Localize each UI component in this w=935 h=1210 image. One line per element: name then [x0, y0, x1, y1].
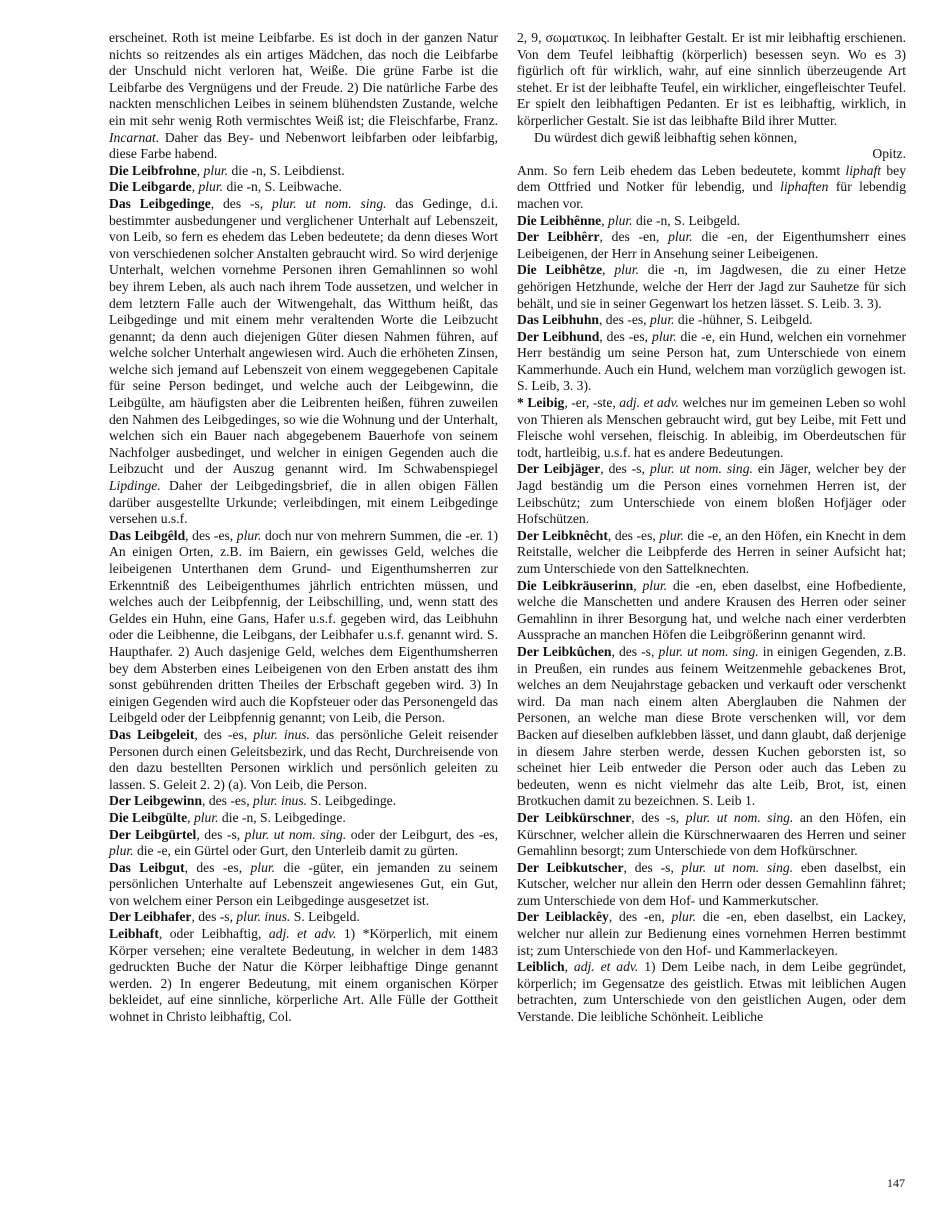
- entry-text: 1) Dem Leibe nach, in dem Leibe gegründet, körperlich; im Gegensatze des geistlich. Etwas mit leiblichen Augen betrachten, zum Unterschiede von den geistlichen Augen, oder dem Verstande. Die leibliche Schönheit. Leibliche: [517, 959, 906, 1025]
- headword: Die Leibkräuserinn: [517, 577, 634, 593]
- entry-text: , des -en,: [599, 229, 669, 245]
- entry-text: , des -s,: [191, 909, 237, 925]
- left-column: [109, 30, 498, 1026]
- entry-text: , des -es,: [194, 726, 254, 742]
- headword: Der Leibjäger: [517, 461, 601, 477]
- grammar-note: plur.: [608, 212, 633, 228]
- entry-text: ein Jäger, welcher bey der Jagd beständig um die Person eines vornehmen Herren ist, der Leibschütz; zum Unterschiede von einem bloßen Hofjäger oder Hofschützen.: [517, 461, 906, 527]
- dictionary-entry: [517, 909, 906, 959]
- entry-text: , des -s,: [623, 859, 682, 875]
- entry-text: , des -es,: [185, 527, 237, 543]
- headword: Der Leibhafer: [109, 909, 192, 925]
- grammar-note: plur.: [203, 162, 229, 178]
- headword: Der Leibhund: [517, 328, 600, 344]
- headword: Das Leibgedinge: [109, 195, 211, 211]
- grammar-note: plur.: [668, 229, 693, 245]
- entry-text: oder der Leibgurt, des -es,: [346, 826, 498, 842]
- headword: Das Leibhuhn: [517, 312, 599, 328]
- entry-text: die -n, S. Leibwache.: [223, 179, 342, 195]
- headword: Die Leibgülte: [109, 809, 188, 825]
- grammar-note: adj. et adv.: [573, 959, 639, 975]
- entry-text: die -en, der Eigenthumsherr eines Leibeigenen, der Herr in Ansehung seiner Leibeigenen.: [517, 229, 906, 261]
- entry-text: die -en, eben daselbst, ein Lackey, welcher nur allein zur Bedienung eines vornehmen Herren bestimmt ist; zum Unterschiede von den Hof- und Kammerlackeyen.: [517, 909, 906, 958]
- grammar-note: adj. et adv.: [268, 926, 337, 942]
- entry-text: an den Höfen, ein Kürschner, welcher allein die Kürschnerwaaren des Herren und seiner Gemahlinn besorgt; zum Unterschiede von dem Hofkürschner.: [517, 809, 906, 859]
- dictionary-entry: [109, 196, 498, 528]
- headword: Das Leibgêld: [109, 527, 186, 543]
- grammar-note: plur. ut nom. sing.: [685, 809, 794, 825]
- grammar-note: plur.: [236, 527, 262, 543]
- entry-text: S. Leibgeld.: [290, 909, 360, 925]
- dictionary-entry: [517, 528, 906, 578]
- headword: Leiblich: [517, 959, 565, 975]
- grammar-note: plur. inus.: [253, 793, 308, 809]
- annotation-paragraph: Anm. So fern Leib ehedem das Leben bedeutete, kommt liphaft bey dem Ottfried und Notker für lebendig, und liphaften für lebendig machen vor.: [517, 162, 907, 211]
- entry-text: , des -s,: [600, 461, 650, 477]
- entry-text: , des -s,: [210, 195, 273, 211]
- right-column: [517, 30, 906, 1026]
- headword: Das Leibgeleit: [109, 726, 195, 742]
- dictionary-entry: [517, 213, 906, 230]
- headword: Der Leiblackêy: [517, 909, 609, 925]
- dictionary-entry: [109, 860, 498, 910]
- grammar-note: plur. ut nom. sing.: [244, 826, 347, 842]
- dictionary-entry: [517, 461, 906, 527]
- entry-text: eben daselbst, ein Kutscher, welcher nur allein den Herrn oder dessen Gemahlinn fähret; zum Unterschiede von dem Hof- und Kammerkutscher.: [517, 859, 906, 908]
- entry-text: die -en, eben daselbst, eine Hofbediente, welche die Manschetten und andere Krausen des Herren oder seiner Gemahlinn in ihrer Besorgung hat, und welche nach einer verderbten Aussprache an manchen Höfen die Leibgrößerinn genannt wird.: [517, 577, 906, 643]
- entry-text: die -e, an den Höfen, ein Knecht in dem Reitstalle, welcher die Leibpferde des Herren in seiner Aufsicht hat; zum Unterschiede von den Sattelknechten.: [517, 527, 907, 576]
- grammar-note: plur.: [652, 328, 677, 344]
- dictionary-entry: [109, 827, 498, 860]
- dictionary-entry: [517, 395, 906, 461]
- headword: Der Leibkûchen: [517, 643, 612, 659]
- headword: Der Leibgürtel: [109, 826, 197, 842]
- entry-text: ,: [196, 162, 204, 178]
- entry-text: doch nur von mehrern Summen, die -er. 1) An einigen Orten, z.B. im Baiern, ein gewisses Geld, welches die leibeigenen Unterthanen dem Grund- und Eigenthumsherren zur Erkenntniß des Leibeigenthumes jährlich entrichten müssen, und welches auch der Leibpfennig, der Leibschilling, und, wenn statt des Geldes ein Huhn, eine Gans, Hafer u.s.f. gegeben wird, das Leibhuhn oder die Leibhenne, die Leibgans, der Leibhafer u.s.f. genannt wird. S. Haupthafer. 2) Auch dasjenige Geld, welches dem Eigenthumsherren bey dem Absterben eines Leibeigenen von den Erben anstatt des ihm sonst gebührenden dritten Theiles der Erbschaft gegeben wird. 3) In einigen Gegenden wird auch die Kopfsteuer oder das Personengeld das Leibgeld oder der Leibpfennig genannt; von Leib, die Person.: [109, 527, 498, 726]
- headword: Der Leibgewinn: [109, 793, 203, 809]
- dictionary-entry: [109, 909, 498, 926]
- entry-text: , des -s,: [196, 826, 245, 842]
- entry-text: die -hühner, S. Leibgeld.: [674, 312, 813, 328]
- grammar-note: plur.: [642, 577, 668, 593]
- continuation-paragraph: 2, 9, σωματικως. In leibhafter Gestalt. Er ist mir leibhaftig erschienen. Von dem Teufel leibhaftig (körperlich) besessen seyn. Wo es 3) figürlich oft für wirklich, wahr, auf eine sinnlich überzeugende Art stehet. Er ist der leibhafte Teufel, ein wirklicher, eingefleischter Teufel. Er spielt den leibhaftigen Pedanten. Er ist es leibhaftig, wirklich, in körperlicher Gestalt. Sie ist das leibhafte Bild ihrer Mutter.: [517, 30, 906, 128]
- headword: Die Leibhêtze: [517, 262, 603, 278]
- entry-text: , des -es,: [599, 328, 653, 344]
- entry-text: ,: [633, 577, 643, 593]
- dictionary-entry: [109, 793, 498, 810]
- entry-text: die -güter, ein jemanden zu seinem persönlichen Unterhalte auf Lebenszeit angewiesenes Gut, ein Gut, von welchem einer Person ein Leibgedinge ausgesetzet ist.: [109, 859, 499, 908]
- dictionary-entry: [109, 179, 498, 196]
- entry-text: die -e, ein Gürtel oder Gurt, den Unterleib damit zu gürten.: [133, 843, 459, 859]
- dictionary-entry: [109, 163, 498, 180]
- entry-text: das Gedinge, d.i. bestimmter ausbedungener und verglichener Unterhalt auf Lebenszeit, von Leib, so fern es ehedem das Leben bedeutete; da denn dieses Wort von verschiedenen solcher Anstalten gebraucht wird. So wird derjenige Unterhalt, welchen vornehme Personen ihren Gemahlinnen so wohl bey ihrem Leben, als auch nach ihrem Tode aussetzen, und welcher in dem letztern Falle auch der Witwengehalt, das Witthum heißt, das Leibgedinge und mit einem mehr veraltenden Worte die Leibzucht genannt; da denn auch diejenigen Güter diesen Nahmen führen, auf welche solcher Unterhalt angewiesen wird. Auch die erhöheten Zinsen, welche sich jemand auf Lebenszeit von einem weggegebenen Capitale für seine Person bedinget, und welche auch der Leibgewinn, die Leibgülte, am häufigsten aber die Leibrenten heißen, führen zuweilen den Nahmen des Leibgedinges, so wie die Wohnung und der Unterhalt, welchen sich ein Bauer nach abgegebenem Bauerhofe von seinem Nachfolger ausbedinget, und welcher in einigen Gegenden auch die Leibzucht und der Auszug genannt wird. Im Schwabenspiegel: [109, 195, 498, 477]
- continuation-paragraph: erscheinet. Roth ist meine Leibfarbe. Es ist doch in der ganzen Natur nichts so reitzendes als ein artiges Mädchen, das noch die Leibfarbe der Unschuld nicht verloren hat, Weiße. Die grüne Farbe ist die Leibfarbe des Vergnügens und der Freude. 2) Die natürliche Farbe des nackten menschlichen Leibes in seinem blühendsten Zustande, welche ein mit sehr wenig Roth vermischtes Weiß ist; die Fleischfarbe, Franz. Incarnat. Daher das Bey- und Nebenwort leibfarben oder leibfarbig, diese Farbe habend.: [109, 30, 498, 162]
- grammar-note: plur.: [649, 312, 675, 328]
- grammar-note: plur.: [198, 179, 224, 195]
- headword: Leibhaft: [109, 926, 159, 942]
- entry-text: , des -es,: [202, 793, 253, 809]
- grammar-note: plur.: [614, 262, 639, 278]
- grammar-note: plur. ut nom. sing.: [272, 195, 387, 211]
- entry-text: Daher der Leibgedingsbrief, die in allen obigen Fällen darüber ausgestellte Urkunde; verleibdingen, mit einem Leibgedinge versehen u.s.f.: [109, 478, 498, 527]
- dictionary-entry: [109, 810, 498, 827]
- entry-text: , -er, -ste,: [564, 395, 620, 411]
- headword: Die Leibfrohne: [109, 162, 197, 178]
- grammar-note: plur. inus.: [253, 726, 310, 742]
- entry-text: , des -es,: [607, 527, 660, 543]
- entry-text: in einigen Gegenden, z.B. in Preußen, ein rundes aus feinem Weitzenmehle gebackenes Brot, welches an dem Neujahrstage gebacken und verkauft oder verschenkt wird. Da man nach einem alten Aberglauben die Nahmen der Personen, an welche man diese Brote verschenken will, vor dem Backen auf dieselben aufklebben lässet, und dann glaubt, daß derjenige in diesem Jahre sterben werde, dessen Kuchen geborsten ist, so scheinet hier Leib entweder die Person oder auch das Leben zu bedeuten, wenn es nicht vielmehr das alte Leib, Brot, ist, einen Brotkuchen damit zu bezeichnen. S. Leib 1.: [517, 643, 906, 809]
- entry-text: die -n, S. Leibdienst.: [228, 162, 345, 178]
- grammar-note: plur. ut nom. sing.: [658, 643, 759, 659]
- dictionary-entry: [109, 528, 498, 727]
- entry-text: ,: [191, 179, 199, 195]
- entry-text: welches nur im gemeinen Leben so wohl von Thieren als Menschen gebraucht wird, gut bey Leibe, mit Fett und Fleische wohl versehen, fleischig. In ableibig, im Oberdeutschen für todt, hartleibig, u.s.f. hat es andere Bedeutungen.: [517, 395, 906, 460]
- dictionary-entry: [517, 810, 906, 860]
- entry-text: das persönliche Geleit reisender Personen durch einen Geleitsbezirk, und das Recht, Durchreisende von den dazu bestellten Personen wirklich und persönlich geleiten zu lassen. S. Geleit 2. 2) (a). Von Leib, die Person.: [109, 726, 498, 792]
- entry-text: , oder Leibhaftig,: [158, 926, 269, 942]
- dictionary-entry: [517, 262, 906, 312]
- entry-text: ,: [601, 212, 609, 228]
- dictionary-entry: [517, 312, 906, 329]
- dictionary-entry: [517, 229, 906, 262]
- dictionary-entry: [109, 926, 498, 1026]
- entry-text: die -n, S. Leibgedinge.: [218, 809, 346, 825]
- grammar-note: plur. ut nom. sing.: [681, 859, 794, 875]
- grammar-note: plur.: [109, 843, 134, 859]
- entry-text: , des -es,: [598, 312, 650, 328]
- dictionary-entry: [517, 329, 906, 395]
- grammar-note: plur.: [250, 859, 276, 875]
- entry-text: , des -es,: [184, 859, 251, 875]
- entry-text: 1) *Körperlich, mit einem Körper versehen; eine veraltete Bedeutung, in welcher in dem 1483 gedruckten Buche der Natur die Körper leibhaftige Dinge genannt werden. 2) In engerer Bedeutung, mit einem organischen Körper bekleidet, auf eine sinnliche, körperliche Art. Alle Fülle der Gottheit wohnet in Christo leibhaftig, Col.: [109, 926, 499, 1025]
- entry-text: die -n, S. Leibgeld.: [632, 212, 741, 228]
- headword: * Leibig: [517, 395, 565, 411]
- entry-text: , des -s,: [631, 809, 686, 825]
- headword: Der Leibkürschner: [517, 809, 632, 825]
- page-number: 147: [887, 1176, 905, 1190]
- headword: Der Leibhêrr: [517, 229, 600, 245]
- dictionary-entry: [517, 860, 906, 910]
- grammar-note: plur.: [671, 909, 697, 925]
- verse-quote: Du würdest dich gewiß leibhaftig sehen können,: [534, 129, 798, 145]
- grammar-note: plur.: [193, 809, 219, 825]
- grammar-note: plur.: [659, 527, 684, 543]
- headword: Die Leibhênne: [517, 212, 602, 228]
- grammar-note: adj. et adv.: [619, 395, 679, 411]
- grammar-note: plur. inus.: [236, 909, 291, 925]
- dictionary-entry: [517, 578, 906, 644]
- dictionary-entry: [517, 959, 906, 1025]
- entry-text: ,: [602, 262, 615, 278]
- grammar-note: Lipdinge.: [109, 478, 161, 494]
- entry-text: ,: [187, 809, 194, 825]
- entry-text: die -n, im Jagdwesen, die zu einer Hetze gehörigen Hetzhunde, welche der Herr der Jagd zur Sauhetze für sich behält, und sie in seiner Gegenwart los hetzen lässet. S. Leib. 3. 3).: [517, 262, 906, 311]
- entry-text: , des -s,: [611, 643, 659, 659]
- headword: Das Leibgut: [109, 859, 185, 875]
- headword: Der Leibkutscher: [517, 859, 624, 875]
- grammar-note: plur. ut nom. sing.: [649, 461, 753, 477]
- entry-text: die -e, ein Hund, welchen ein vornehmer Herr beständig um seine Person hat, zum Unterschiede von einem Kammerhunde. Auch ein Hund, welchem man vorzüglich gewogen ist. S. Leib, 3. 3).: [517, 328, 906, 394]
- quote-source: Opitz.: [872, 146, 906, 162]
- dictionary-entry: [517, 644, 906, 810]
- entry-text: S. Leibgedinge.: [307, 793, 397, 809]
- headword: Die Leibgarde: [109, 179, 192, 195]
- entry-text: ,: [564, 959, 574, 975]
- entry-text: , des -en,: [608, 909, 672, 925]
- headword: Der Leibknêcht: [517, 527, 608, 543]
- dictionary-entry: [109, 727, 498, 793]
